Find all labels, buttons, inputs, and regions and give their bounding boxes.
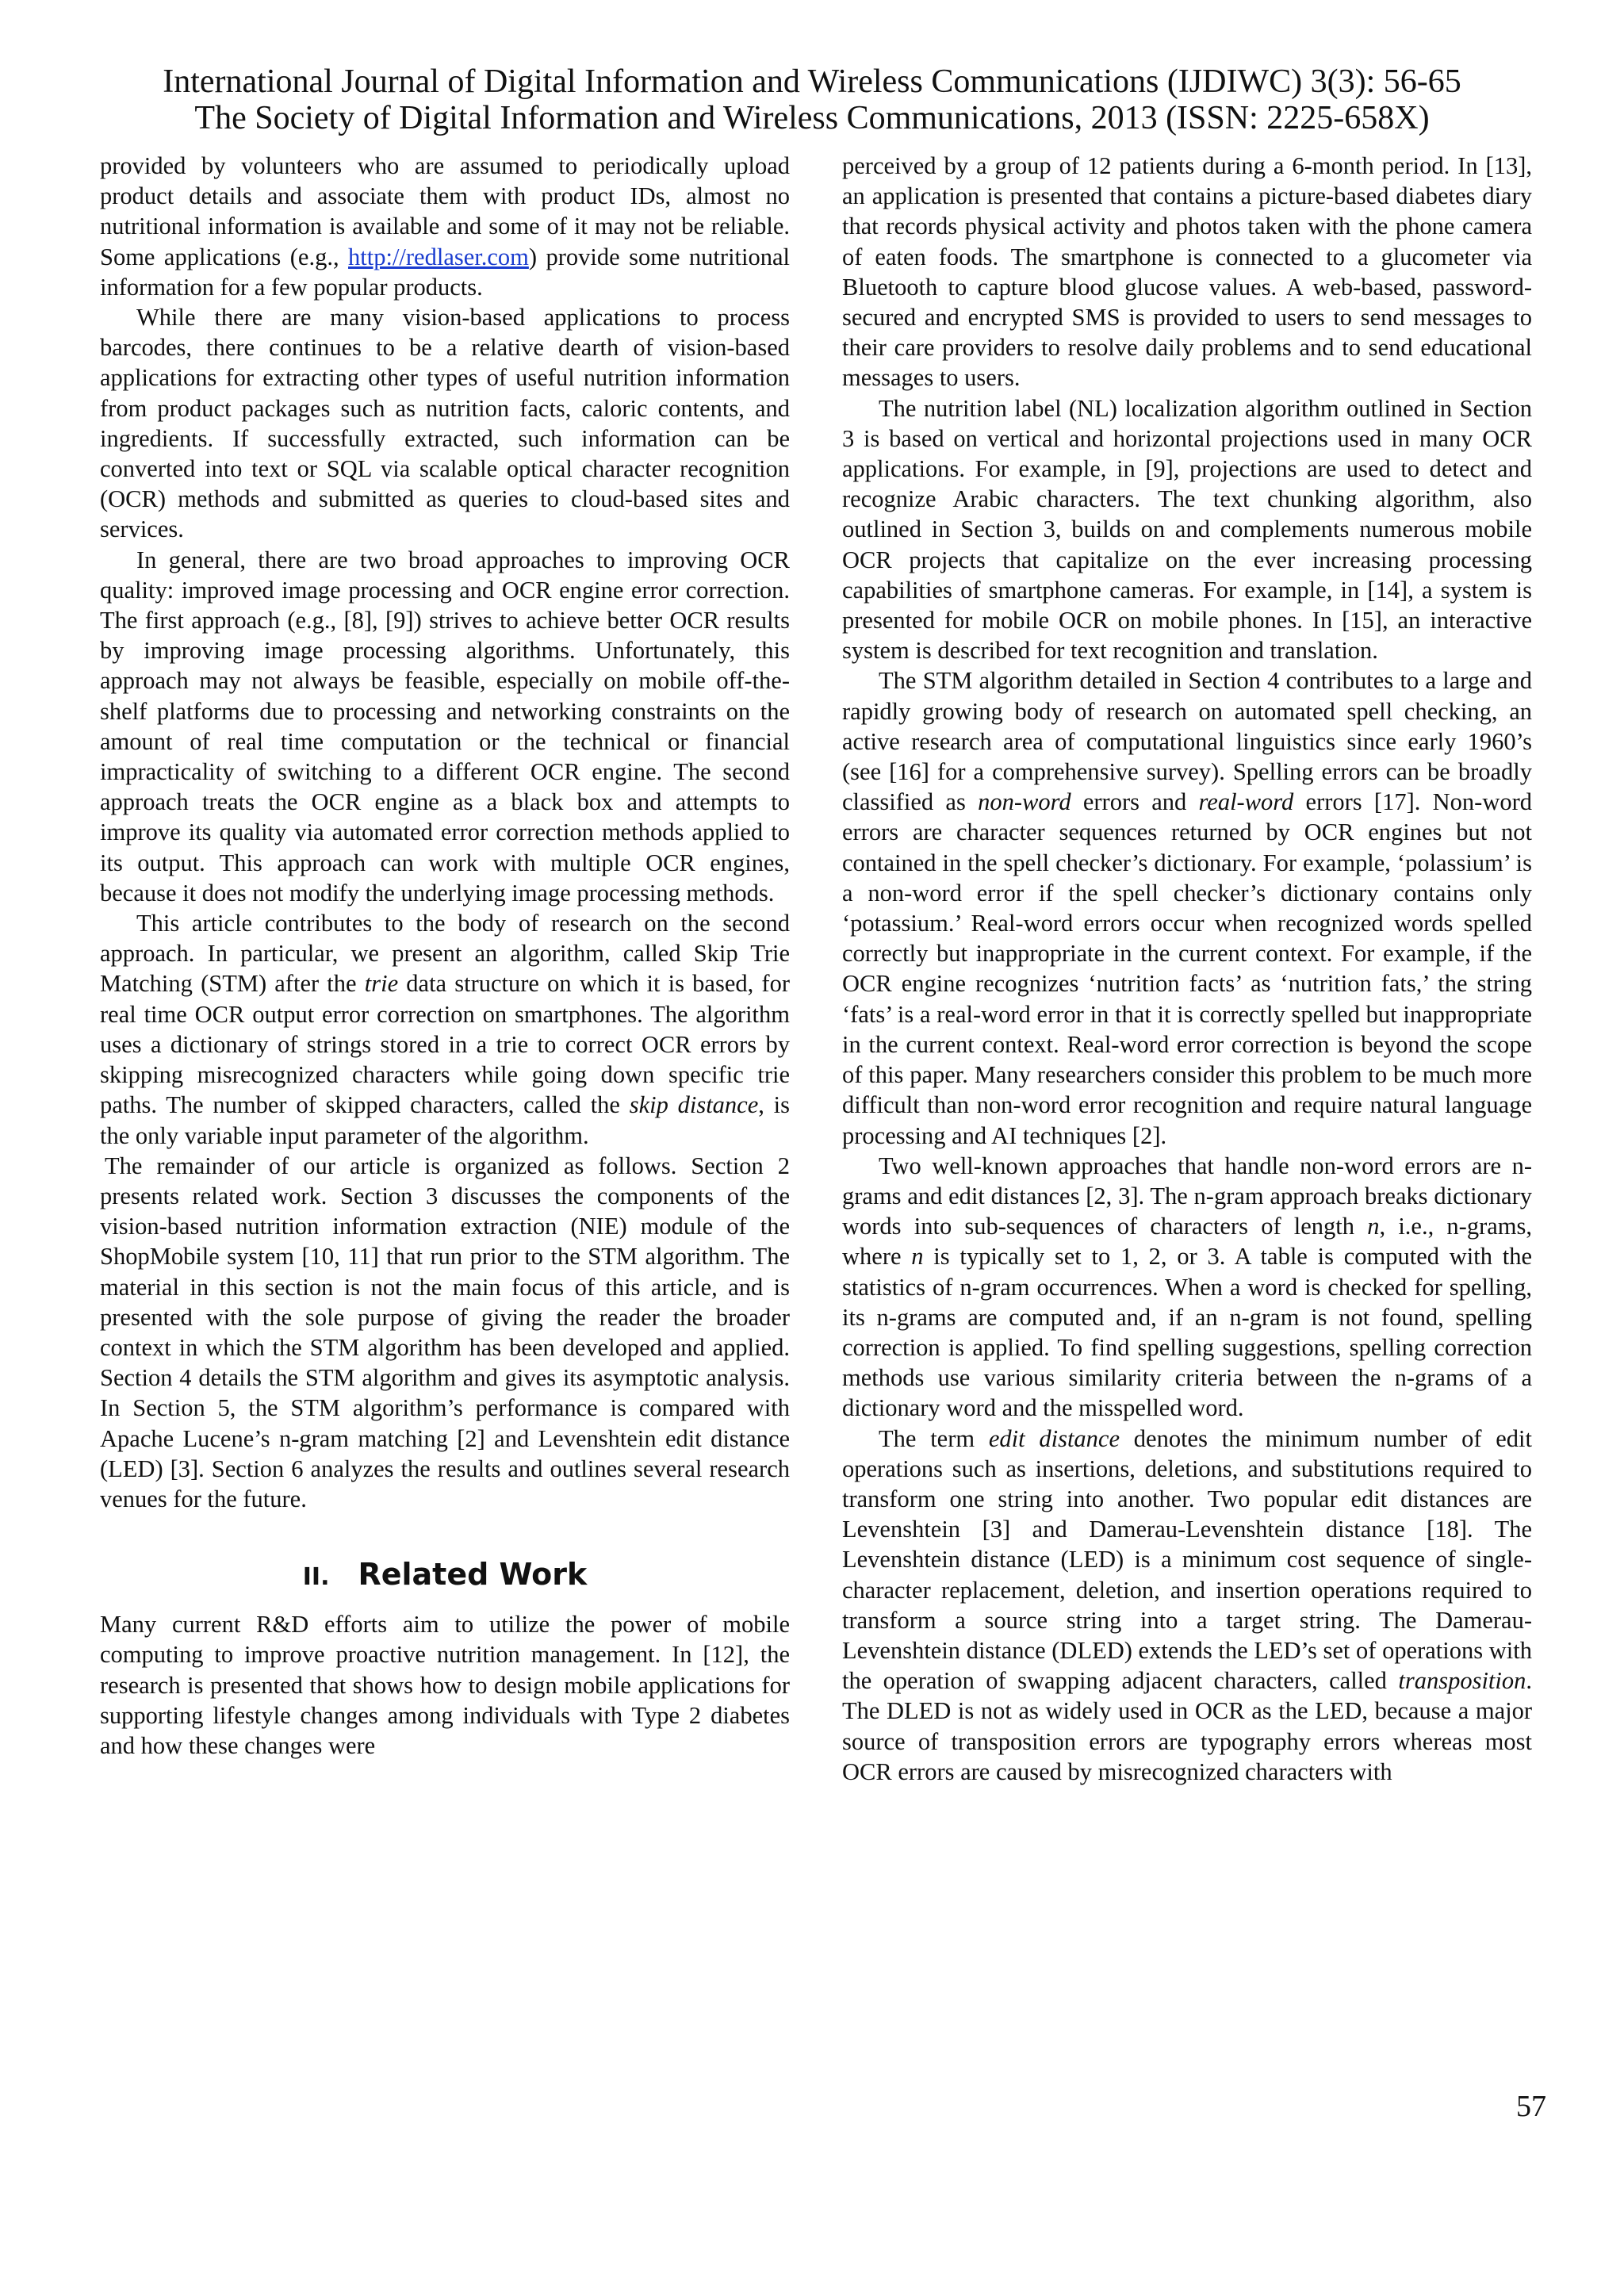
paragraph-right-5: The term edit distance denotes the minimum number of edit operations such as insertions, deletions, and substitutions required to transform one string into another. Two popular edit distances are Levenshtein [3] and Damerau-Levenshtein distance [18]. The Levenshtein distance (LED) is a minimum cost sequence of single-character replacement, deletion, and insertion operations required to transform a source string into a target string. The Damerau-Levenshtein distance (DLED) extends the LED’s set of operations with the operation of swapping adjacent characters, called transposition. The DLED is not as widely used in OCR as the LED, because a major source of transposition errors are typography errors whereas most OCR errors are caused by misrecognized characters with [842, 1424, 1532, 1785]
paragraph-left-6: Many current R&D efforts aim to utilize the power of mobile computing to improve proactive nutrition management. In [12], the research is presented that shows how to design mobile applications for supporting lifestyle changes among individuals with Type 2 diabetes and how these changes were [100, 1611, 790, 1759]
section-title: Related Work [358, 1557, 588, 1593]
paragraph-right-3: The STM algorithm detailed in Section 4 contributes to a large and rapidly growing body of research on automated spell checking, an active research area of computational linguistics since early 1960’s (see [16] for a comprehensive survey). Spelling errors can be broadly classified as non-word errors and real-word errors [17]. Non-word errors are character sequences returned by OCR engines but not contained in the spell checker’s dictionary. For example, ‘polassium’ is a non-word error if the spell checker’s dictionary contains only ‘potassium.’ Real-word errors occur when recognized words spelled correctly but inappropriate in the current context. For example, if the OCR engine recognizes ‘nutrition facts’ as ‘nutrition fats,’ the string ‘fats’ is a real-word error in that it is correctly spelled but inappropriate in the current context. Real-word error correction is beyond the scope of this paper. Many researchers consider this problem to be much more difficult than non-word error recognition and require natural language processing and AI techniques [2]. [842, 667, 1532, 1149]
paragraph-right-4: Two well-known approaches that handle non-word errors are n-grams and edit distances [2, 3]. The n-gram approach breaks dictionary words into sub-sequences of characters of length n, i.e., n-grams, where n is typically set to 1, 2, or 3. A table is computed with the statistics of n-gram occurrences. When a word is checked for spelling, its n-grams are computed and, if an n-gram is not found, spelling correction is applied. To find spelling suggestions, spelling correction methods use various similarity criteria between the n-grams of a dictionary word and the misspelled word. [842, 1152, 1532, 1422]
running-header [0, 63, 1624, 136]
paragraph-left-1: provided by volunteers who are assumed to periodically upload product details and associate them with product IDs, almost no nutritional information is available and some of it may not be reliable. Some applications (e.g., http://redlaser.com) provide some nutritional information for a few popular products. [100, 152, 790, 301]
paragraph-left-3: In general, there are two broad approaches to improving OCR quality: improved image processing and OCR engine error correction. The first approach (e.g., [8], [9]) strives to achieve better OCR results by improving image processing algorithms. Unfortunately, this approach may not always be feasible, especially on mobile off-the-shelf platforms due to processing and networking constraints on the amount of real time computation or the technical or financial impracticality of switching to a different OCR engine. The second approach treats the OCR engine as a black box and attempts to improve its quality via automated error correction methods applied to its output. This approach can work with multiple OCR engines, because it does not modify the underlying image processing methods. [100, 546, 790, 907]
page-number: 57 [1516, 2090, 1546, 2123]
paragraph-left-4: This article contributes to the body of research on the second approach. In particular, we present an algorithm, called Skip Trie Matching (STM) after the trie data structure on which it is based, for real time OCR output error correction on smartphones. The algorithm uses a dictionary of strings stored in a trie to correct OCR errors by skipping misrecognized characters while going down specific trie paths. The number of skipped characters, called the skip distance, is the only variable input parameter of the algorithm. [100, 910, 790, 1149]
paragraph-right-1: perceived by a group of 12 patients during a 6-month period. In [13], an application is presented that contains a picture-based diabetes diary that records physical activity and photos taken with the phone camera of eaten foods. The smartphone is connected to a glucometer via Bluetooth to capture blood glucose values. A web-based, password-secured and encrypted SMS is provided to users to send messages to their care providers to resolve daily problems and to send educational messages to users. [842, 152, 1532, 392]
header-journal-line: International Journal of Digital Information and Wireless Communications (IJDIWC) 3(3): 56-65 [163, 63, 1461, 100]
right-column [842, 151, 1532, 1787]
paragraph-right-2: The nutrition label (NL) localization algorithm outlined in Section 3 is based on vertical and horizontal projections used in many OCR applications. For example, in [9], projections are used to detect and recognize Arabic characters. The text chunking algorithm, also outlined in Section 3, builds on and complements numerous mobile OCR projects that capitalize on the ever increasing processing capabilities of smartphone cameras. For example, in [14], a system is presented for mobile OCR on mobile phones. In [15], an interactive system is described for text recognition and translation. [842, 394, 1532, 665]
paragraph-left-5: The remainder of our article is organized as follows. Section 2 presents related work. Section 3 discusses the components of the vision-based nutrition information extraction (NIE) module of the ShopMobile system [10, 11] that run prior to the STM algorithm. The material in this section is not the main focus of this article, and is presented with the sole purpose of giving the reader the broader context in which the STM algorithm has been developed and applied. Section 4 details the STM algorithm and gives its asymptotic analysis. In Section 5, the STM algorithm’s performance is compared with Apache Lucene’s n-gram matching [2] and Levenshtein edit distance (LED) [3]. Section 6 analyzes the results and outlines several research venues for the future. [100, 1152, 790, 1512]
paragraph-left-2: While there are many vision-based applications to process barcodes, there continues to be a relative dearth of vision-based applications for extracting other types of useful nutrition information from product packages such as nutrition facts, caloric contents, and ingredients. If successfully extracted, such information can be converted into text or SQL via scalable optical character recognition (OCR) methods and submitted as queries to cloud-based sites and services. [100, 304, 790, 543]
header-society-line: The Society of Digital Information and Wireless Communications, 2013 (ISSN: 2225-658X) [194, 100, 1430, 136]
redlaser-link[interactable]: http://redlaser.com [348, 243, 529, 270]
left-column [100, 151, 790, 1761]
section-number: II. [302, 1563, 330, 1592]
section-heading-related-work [100, 1557, 790, 1595]
